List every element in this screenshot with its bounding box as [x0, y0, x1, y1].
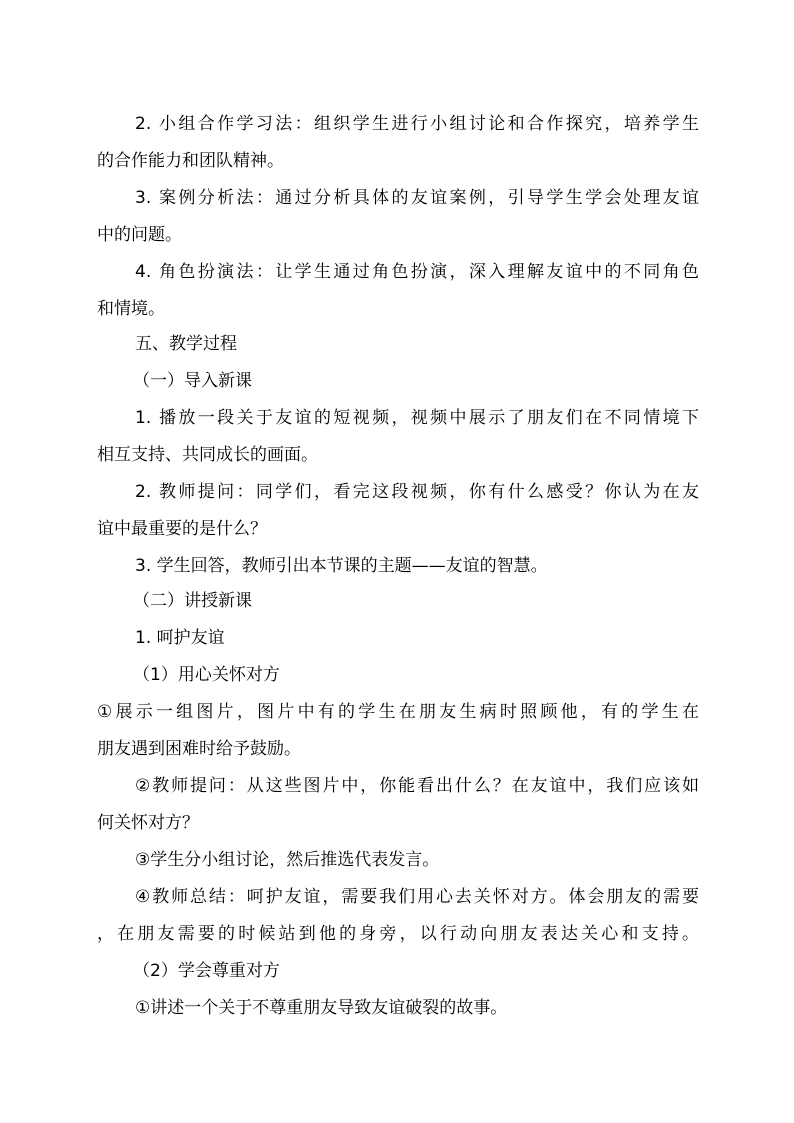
paragraph-line: 何关怀对方？ — [97, 813, 199, 833]
subsection-heading: （二）讲授新课 — [133, 591, 252, 611]
paragraph-line: 3. 案例分析法：通过分析具体的友谊案例，引导学生学会处理友谊 — [135, 188, 699, 208]
paragraph-line: 4. 角色扮演法：让学生通过角色扮演，深入理解友谊中的不同角色 — [135, 262, 699, 282]
paragraph-line: 朋友遇到困难时给予鼓励。 — [97, 739, 301, 759]
paragraph-line: ②教师提问：从这些图片中，你能看出什么？在友谊中，我们应该如 — [135, 776, 699, 796]
paragraph-line: 中的问题。 — [97, 225, 182, 245]
paragraph-line: ③学生分小组讨论，然后推选代表发言。 — [135, 850, 440, 870]
topic-subheading: （2）学会尊重对方 — [133, 961, 280, 981]
paragraph-line: 2. 小组合作学习法：组织学生进行小组讨论和合作探究，培养学生 — [135, 114, 699, 134]
subsection-heading: （一）导入新课 — [133, 371, 252, 391]
paragraph-line: ④教师总结：呵护友谊，需要我们用心去关怀对方。体会朋友的需要 — [135, 887, 699, 907]
paragraph-line: 的合作能力和团队精神。 — [97, 151, 284, 171]
paragraph-line: ，在朋友需要的时候站到他的身旁，以行动向朋友表达关心和支持。 — [97, 924, 699, 944]
paragraph-line: 和情境。 — [97, 299, 165, 319]
paragraph-line: 谊中最重要的是什么？ — [97, 519, 267, 539]
topic-heading: 1. 呵护友谊 — [135, 628, 225, 648]
paragraph-line: 1. 播放一段关于友谊的短视频，视频中展示了朋友们在不同情境下 — [135, 408, 699, 428]
paragraph-line: ①展示一组图片，图片中有的学生在朋友生病时照顾他，有的学生在 — [97, 702, 699, 722]
paragraph-line: ①讲述一个关于不尊重朋友导致友谊破裂的故事。 — [135, 998, 508, 1018]
paragraph-line: 2. 教师提问：同学们，看完这段视频，你有什么感受？你认为在友 — [135, 482, 699, 502]
paragraph-line: 相互支持、共同成长的画面。 — [97, 445, 318, 465]
paragraph-line: 3. 学生回答，教师引出本节课的主题——友谊的智慧。 — [135, 556, 548, 576]
section-heading: 五、教学过程 — [135, 334, 237, 354]
topic-subheading: （1）用心关怀对方 — [133, 665, 280, 685]
